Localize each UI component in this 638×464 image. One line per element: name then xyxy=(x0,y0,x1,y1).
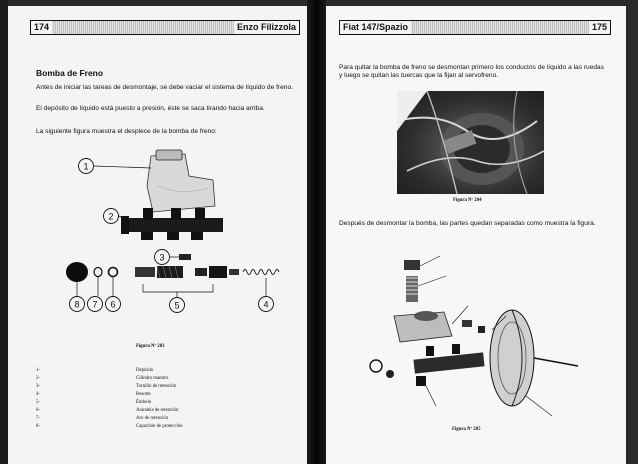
legend-number: 2- xyxy=(36,376,40,381)
figure-caption: Figura Nº 205 xyxy=(452,427,481,432)
legend-number: 5- xyxy=(36,400,40,405)
screw-illustration xyxy=(179,254,191,260)
legend-text: Cilindro maestro xyxy=(136,376,169,381)
legend-number: 3- xyxy=(36,384,40,389)
left-page xyxy=(8,6,307,464)
figure-caption: Figura Nº 204 xyxy=(453,198,482,203)
legend-number: 7- xyxy=(36,416,40,421)
figure-205-exploded-view xyxy=(356,246,596,422)
callout-3-label: 3 xyxy=(159,252,165,263)
piston-illustration xyxy=(135,266,239,278)
callout-7-label: 7 xyxy=(92,299,98,310)
callout-6-label: 6 xyxy=(110,299,116,310)
paragraph: El depósito de líquido está puesto a presión, éste se saca tirando hacia arriba. xyxy=(36,105,265,112)
retaining-washer-illustration xyxy=(109,268,118,277)
figure-caption: Figura Nº 203 xyxy=(136,344,165,349)
left-page-header xyxy=(30,20,300,35)
callout-8-label: 8 xyxy=(74,299,80,310)
figure-203-exploded-view xyxy=(63,146,283,326)
master-cylinder-illustration xyxy=(413,344,484,386)
paragraph: Después de desmontar la bomba, las partes quedan separadas como muestra la figura. xyxy=(339,220,596,227)
paragraph: La siguiente figura muestra el desplece de la bomba de freno: xyxy=(36,128,217,135)
callout-1-label: 1 xyxy=(83,161,89,172)
right-page-header xyxy=(339,20,611,35)
legend-text: Émbolo xyxy=(136,400,152,405)
scan-edge xyxy=(0,0,8,464)
right-page xyxy=(326,6,626,464)
book-gutter xyxy=(307,0,326,464)
legend-number: 8- xyxy=(36,424,40,429)
section-title: Bomba de Freno xyxy=(36,68,104,78)
page-number: 175 xyxy=(589,21,610,34)
legend-number: 4- xyxy=(36,392,40,397)
book-title: Fiat 147/Spazio xyxy=(340,21,411,34)
spring-illustration xyxy=(243,270,279,275)
callout-4-label: 4 xyxy=(263,299,269,310)
legend-text: Depósito xyxy=(136,368,154,373)
reservoir-illustration xyxy=(147,150,215,212)
paragraph: Para quitar la bomba de freno se desmontan primero los conductos de líquido a las ruedas y luego se quitan las tuercas que la fijan al servofreno. xyxy=(339,64,605,79)
paragraph: Antes de iniciar las tareas de desmontaje, se debe vaciar el sistema de líquido de freno. xyxy=(36,84,293,91)
legend-text: Tornillo de retención xyxy=(136,384,177,389)
callout-2-label: 2 xyxy=(108,211,114,222)
servo-booster-illustration xyxy=(490,310,578,406)
legend-number: 1- xyxy=(36,368,40,373)
legend-text: Resorte xyxy=(136,392,151,397)
reservoir-illustration xyxy=(394,260,452,342)
page-number: 174 xyxy=(31,21,52,34)
legend-text: Arandela de retención xyxy=(136,408,179,413)
cap-illustration xyxy=(66,262,88,282)
master-cylinder-illustration xyxy=(121,208,223,240)
author-name: Enzo Filizzola xyxy=(234,21,299,34)
legend-text: Aro de retención xyxy=(136,416,169,421)
callout-5-label: 5 xyxy=(174,300,180,311)
figure-204-photo xyxy=(397,91,544,194)
legend-text: Capuchón de protección xyxy=(136,424,183,429)
retaining-ring-illustration xyxy=(94,268,102,277)
legend-number: 6- xyxy=(36,408,40,413)
